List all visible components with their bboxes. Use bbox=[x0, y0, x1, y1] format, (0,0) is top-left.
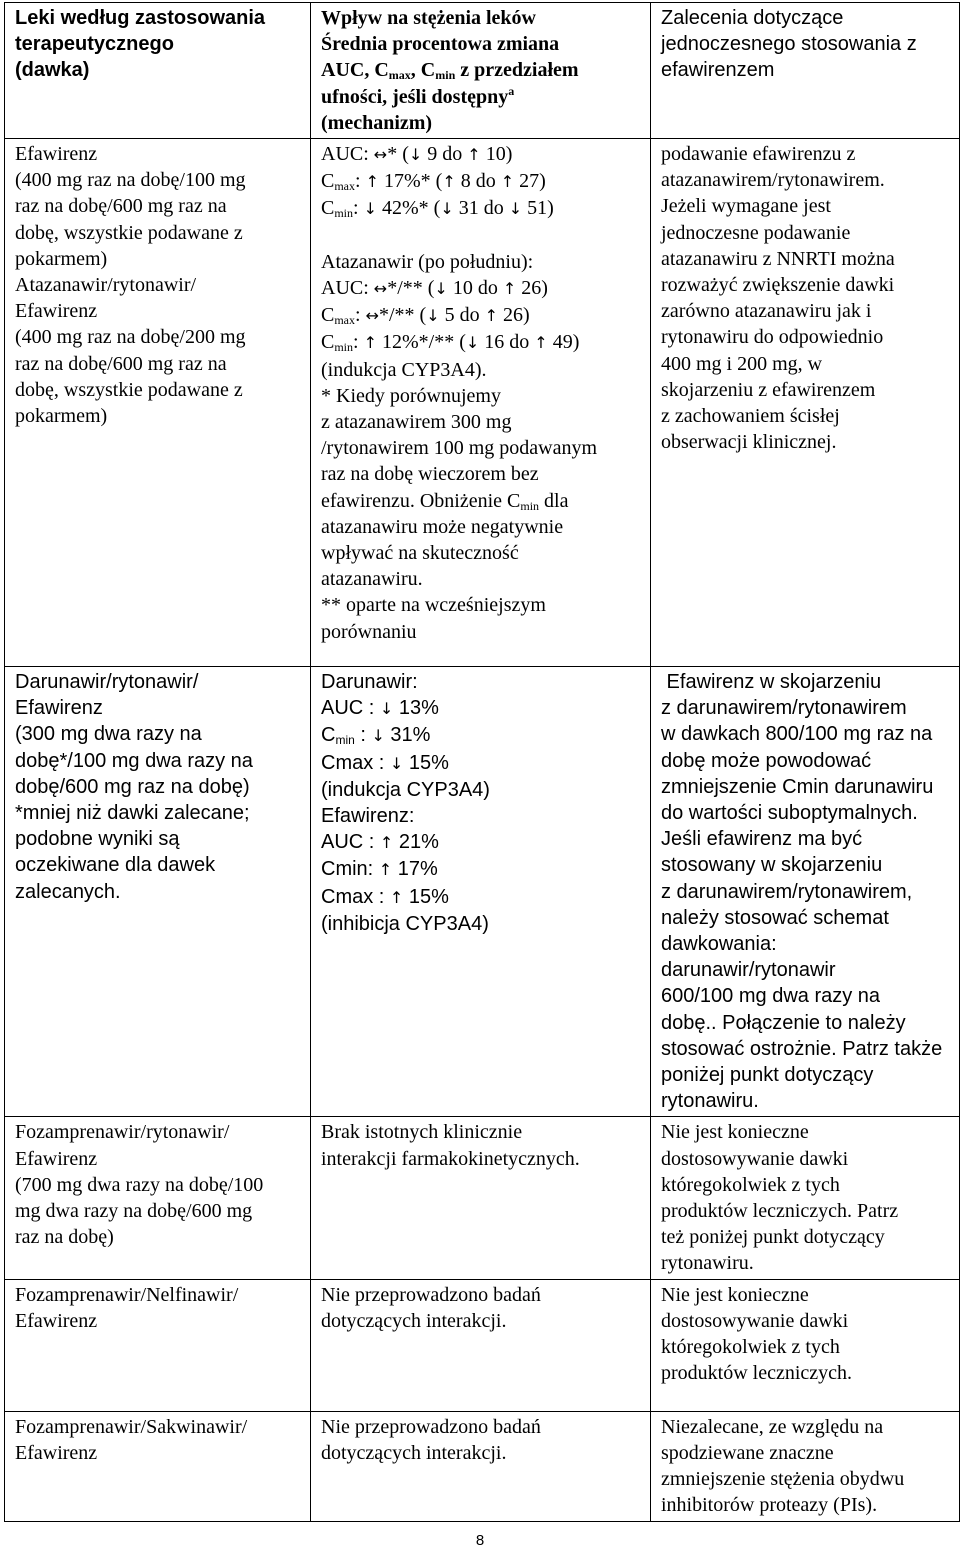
effect-text: C bbox=[321, 304, 335, 327]
text-line: podawanie efawirenzu z bbox=[661, 143, 856, 166]
effect-text: * ( bbox=[387, 143, 409, 166]
text-line: Efawirenz bbox=[15, 1309, 98, 1332]
header-text: , C bbox=[410, 59, 436, 82]
text-line: ** oparte na wcześniejszym bbox=[321, 594, 546, 617]
text-line: *mniej niż dawki zalecane; bbox=[15, 802, 250, 825]
effect-text: AUC: bbox=[321, 143, 374, 166]
text-line: (400 mg raz na dobę/100 mg bbox=[15, 169, 246, 192]
header-sub: min bbox=[435, 68, 456, 83]
header-rec-line: efawirenzem bbox=[661, 59, 775, 82]
effect-text: dla bbox=[539, 489, 569, 512]
text-line: dobę, wszystkie podawane z bbox=[15, 378, 243, 401]
text-line: inhibitorów proteazy (PIs). bbox=[661, 1494, 878, 1517]
effect-text: */** ( bbox=[387, 277, 435, 300]
text-line: pokarmem) bbox=[15, 405, 108, 428]
text-line: dostosowywanie dawki bbox=[661, 1147, 849, 1170]
effect-text: 27) bbox=[514, 170, 546, 193]
effect-sub: max bbox=[334, 179, 356, 194]
text-line: Efawirenz bbox=[15, 143, 98, 166]
text-line: raz na dobę/600 mg raz na bbox=[15, 352, 227, 375]
text-line: stosować ostrożnie. Patrz także bbox=[661, 1037, 943, 1060]
header-drugs-line: Leki według zastosowania bbox=[15, 7, 266, 29]
text-line: atazanawirem/rytonawirem. bbox=[661, 169, 885, 192]
header-effects-line: (mechanizm) bbox=[321, 111, 433, 134]
text-line: któregokolwiek z tych bbox=[661, 1173, 840, 1196]
cell-recommendation bbox=[651, 1411, 960, 1521]
effect-line bbox=[321, 302, 640, 329]
text-line: pokarmem) bbox=[15, 247, 108, 270]
effect-text: 21% bbox=[393, 831, 439, 854]
effect-line bbox=[321, 329, 640, 356]
effect-sub: min bbox=[334, 340, 354, 355]
text-line: oczekiwane dla dawek bbox=[15, 854, 216, 877]
header-recommendation bbox=[651, 3, 960, 139]
effect-text: 15% bbox=[403, 885, 449, 908]
up-arrow-icon: ↑ bbox=[484, 306, 499, 326]
text-line: rytonawiru. bbox=[661, 1252, 754, 1275]
text-line: Nie jest konieczne bbox=[661, 1121, 809, 1144]
text-line: Fozamprenawir/Nelfinawir/ bbox=[15, 1283, 239, 1306]
table-row bbox=[5, 1411, 960, 1521]
cell-effects bbox=[311, 1117, 651, 1279]
cell-effects bbox=[311, 1411, 651, 1521]
text-line: (indukcja CYP3A4) bbox=[321, 778, 490, 801]
effect-text: 31% bbox=[384, 724, 431, 747]
cell-drugs bbox=[5, 1411, 311, 1521]
text-line: dawkowania: bbox=[661, 933, 777, 956]
effect-text: C bbox=[321, 331, 335, 354]
text-line: 400 mg i 200 mg, w bbox=[661, 352, 823, 375]
effect-text: 26) bbox=[516, 277, 548, 300]
up-arrow-icon: ↑ bbox=[502, 279, 517, 299]
effect-line bbox=[321, 829, 640, 856]
text-line: Jeśli efawirenz ma być bbox=[661, 828, 863, 851]
up-arrow-icon: ↑ bbox=[442, 172, 456, 192]
effect-text: : bbox=[354, 724, 372, 747]
effect-text: Cmin: bbox=[321, 858, 379, 881]
effect-text: 31 do bbox=[453, 197, 509, 220]
table-row bbox=[5, 1117, 960, 1279]
effect-text: AUC : bbox=[321, 697, 380, 720]
header-drugs-line: (dawka) bbox=[15, 59, 90, 82]
text-line: z zachowaniem ścisłej bbox=[661, 405, 840, 428]
text-line: skojarzeniu z efawirenzem bbox=[661, 378, 876, 401]
text-line: z darunawirem/rytonawirem, bbox=[661, 880, 913, 903]
bidirectional-arrow-icon: ↔ bbox=[373, 145, 388, 165]
effect-text: 13% bbox=[393, 697, 439, 720]
text-line: (700 mg dwa razy na dobę/100 bbox=[15, 1173, 264, 1196]
effect-text: 17% bbox=[392, 858, 438, 881]
effect-text: : bbox=[355, 170, 366, 193]
text-line: rytonawiru. bbox=[661, 1090, 759, 1113]
effect-sub: min bbox=[334, 206, 354, 221]
text-line: dostosowywanie dawki bbox=[661, 1309, 849, 1332]
header-effects bbox=[311, 3, 651, 139]
text-line: z atazanawirem 300 mg bbox=[321, 411, 512, 434]
spacer bbox=[321, 223, 640, 249]
effect-text: Cmax : bbox=[321, 751, 390, 774]
effect-heading: Atazanawir (po południu): bbox=[321, 250, 534, 273]
header-effects-line bbox=[321, 57, 640, 83]
table-header-row bbox=[5, 3, 960, 139]
text-line: Fozamprenawir/rytonawir/ bbox=[15, 1121, 230, 1144]
text-line: Nie jest konieczne bbox=[661, 1283, 809, 1306]
down-arrow-icon: ↓ bbox=[440, 199, 454, 219]
text-line: atazanawiru może negatywnie bbox=[321, 515, 564, 538]
text-line: Brak istotnych klinicznie bbox=[321, 1121, 523, 1144]
effect-sub: min bbox=[520, 498, 540, 513]
effect-line bbox=[321, 141, 640, 168]
effect-line bbox=[321, 856, 640, 883]
cell-effects bbox=[311, 667, 651, 1117]
up-arrow-icon: ↑ bbox=[389, 887, 404, 907]
effect-text: 10) bbox=[480, 143, 513, 166]
text-line: atazanawiru. bbox=[321, 568, 423, 591]
text-line: porównaniu bbox=[321, 620, 417, 643]
text-line: Jeżeli wymagane jest bbox=[661, 195, 831, 218]
text-line: dotyczących interakcji. bbox=[321, 1309, 507, 1332]
text-line: Nie przeprowadzono badań bbox=[321, 1415, 541, 1438]
cell-drugs bbox=[5, 667, 311, 1117]
header-effects-line: Wpływ na stężenia leków bbox=[321, 7, 536, 29]
cell-effects bbox=[311, 1279, 651, 1411]
text-line: jednoczesne podawanie bbox=[661, 221, 851, 244]
text-line: Darunawir/rytonawir/ bbox=[15, 671, 199, 694]
cell-recommendation bbox=[651, 139, 960, 667]
text-line: dobę.. Połączenie to należy bbox=[661, 1011, 906, 1034]
effect-text: : bbox=[353, 331, 364, 354]
text-line: Efawirenz: bbox=[321, 805, 415, 828]
up-arrow-icon: ↑ bbox=[379, 833, 394, 853]
text-line: Nie przeprowadzono badań bbox=[321, 1283, 541, 1306]
up-arrow-icon: ↑ bbox=[500, 172, 515, 192]
header-text: ufności, jeśli dostępny bbox=[321, 85, 509, 108]
effect-text: : bbox=[355, 304, 366, 327]
text-line: z darunawirem/rytonawirem bbox=[661, 697, 907, 720]
text-line: rytonawiru do odpowiednio bbox=[661, 326, 884, 349]
down-arrow-icon: ↓ bbox=[389, 753, 404, 773]
text-line: /rytonawirem 100 mg podawanym bbox=[321, 437, 598, 460]
text-line: Fozamprenawir/Sakwinawir/ bbox=[15, 1415, 248, 1438]
text-line bbox=[321, 488, 640, 514]
cell-drugs bbox=[5, 139, 311, 667]
header-rec-line: Zalecenia dotyczące bbox=[661, 7, 844, 29]
text-line: mg dwa razy na dobę/600 mg bbox=[15, 1200, 253, 1223]
header-effects-line: Średnia procentowa zmiana bbox=[321, 33, 560, 56]
effect-text: 16 do bbox=[479, 331, 535, 354]
text-line: dobę, wszystkie podawane z bbox=[15, 221, 243, 244]
text-line: obserwacji klinicznej. bbox=[661, 431, 837, 454]
effect-sub: max bbox=[334, 313, 356, 328]
cell-drugs bbox=[5, 1279, 311, 1411]
text-line: produktów leczniczych. Patrz bbox=[661, 1200, 899, 1223]
effect-text: 26) bbox=[498, 304, 530, 327]
effect-text: 10 do bbox=[447, 277, 503, 300]
text-line: stosowany w skojarzeniu bbox=[661, 854, 883, 877]
effect-line bbox=[321, 275, 640, 302]
effect-text: 51) bbox=[522, 197, 554, 220]
effect-text: C bbox=[321, 724, 336, 747]
effect-text: 12%*/** ( bbox=[376, 331, 466, 354]
header-effects-line bbox=[321, 84, 640, 110]
header-text: z przedziałem bbox=[455, 59, 579, 82]
effect-line bbox=[321, 884, 640, 911]
text-line: darunawir/rytonawir bbox=[661, 959, 836, 982]
effect-text: efawirenzu. Obniżenie C bbox=[321, 489, 521, 512]
drug-interaction-table bbox=[4, 2, 960, 1522]
text-line: poniżej punkt dotyczący bbox=[661, 1064, 874, 1087]
text-line: dobę*/100 mg dwa razy na bbox=[15, 749, 253, 772]
text-line: raz na dobę) bbox=[15, 1226, 114, 1249]
text-line: do wartości suboptymalnych. bbox=[661, 802, 918, 825]
text-line: raz na dobę wieczorem bez bbox=[321, 463, 539, 486]
effect-line bbox=[321, 722, 640, 749]
up-arrow-icon: ↑ bbox=[534, 333, 548, 353]
text-line: Atazanawir/rytonawir/ bbox=[15, 274, 197, 297]
header-text: AUC, C bbox=[321, 59, 389, 82]
text-line: produktów leczniczych. bbox=[661, 1362, 853, 1385]
text-line: interakcji farmakokinetycznych. bbox=[321, 1147, 580, 1170]
table-row bbox=[5, 1279, 960, 1411]
text-line: w dawkach 800/100 mg raz na bbox=[661, 723, 933, 746]
text-line: dobę/600 mg raz na dobę) bbox=[15, 775, 250, 798]
cell-recommendation bbox=[651, 1279, 960, 1411]
text-line: Efawirenz w skojarzeniu bbox=[661, 671, 882, 694]
effect-text: 15% bbox=[403, 751, 449, 774]
footnote-marker: a bbox=[508, 83, 515, 98]
effect-text: 5 do bbox=[439, 304, 485, 327]
effect-line bbox=[321, 695, 640, 722]
text-line: Niezalecane, ze względu na bbox=[661, 1415, 884, 1438]
bidirectional-arrow-icon: ↔ bbox=[373, 279, 388, 299]
text-line: atazanawiru z NNRTI można bbox=[661, 247, 895, 270]
text-line: Efawirenz bbox=[15, 1441, 98, 1464]
text-line: spodziewane znaczne bbox=[661, 1441, 834, 1464]
effect-text: Cmax : bbox=[321, 885, 390, 908]
effect-text: 9 do bbox=[422, 143, 468, 166]
text-line: podobne wyniki są bbox=[15, 828, 180, 851]
header-drugs bbox=[5, 3, 311, 139]
header-rec-line: jednoczesnego stosowania z bbox=[661, 33, 917, 56]
text-line: należy stosować schemat bbox=[661, 906, 889, 929]
effect-line bbox=[321, 195, 640, 222]
up-arrow-icon: ↑ bbox=[365, 172, 379, 192]
text-line: któregokolwiek z tych bbox=[661, 1336, 840, 1359]
down-arrow-icon: ↓ bbox=[371, 726, 385, 746]
text-line: rozważyć zwiększenie dawki bbox=[661, 274, 895, 297]
text-line: Efawirenz bbox=[15, 300, 98, 323]
text-line: * Kiedy porównujemy bbox=[321, 384, 501, 407]
text-line: raz na dobę/600 mg raz na bbox=[15, 195, 227, 218]
effect-text: C bbox=[321, 170, 335, 193]
text-line: Efawirenz bbox=[15, 1147, 98, 1170]
header-sub: max bbox=[388, 68, 411, 83]
effect-line bbox=[321, 168, 640, 195]
text-line: dotyczących interakcji. bbox=[321, 1441, 507, 1464]
page-number: 8 bbox=[475, 1532, 485, 1549]
text-line: zarówno atazanawiru jak i bbox=[661, 300, 872, 323]
effect-text: 17%* ( bbox=[378, 170, 443, 193]
text-line: zalecanych. bbox=[15, 880, 121, 903]
cell-effects bbox=[311, 139, 651, 667]
bidirectional-arrow-icon: ↔ bbox=[365, 306, 379, 326]
text-line: (400 mg raz na dobę/200 mg bbox=[15, 326, 246, 349]
text-line: zmniejszenie stężenia obydwu bbox=[661, 1468, 905, 1491]
down-arrow-icon: ↓ bbox=[465, 333, 480, 353]
cell-recommendation bbox=[651, 667, 960, 1117]
effect-text: 49) bbox=[547, 331, 580, 354]
up-arrow-icon: ↑ bbox=[467, 145, 481, 165]
up-arrow-icon: ↑ bbox=[378, 860, 393, 880]
down-arrow-icon: ↓ bbox=[363, 199, 377, 219]
effect-text: 8 do bbox=[455, 170, 501, 193]
down-arrow-icon: ↓ bbox=[508, 199, 523, 219]
text-line: zmniejszenie Cmin darunawiru bbox=[661, 775, 934, 798]
down-arrow-icon: ↓ bbox=[426, 306, 440, 326]
text-line: (300 mg dwa razy na bbox=[15, 723, 202, 746]
table-row bbox=[5, 139, 960, 667]
effect-sub: min bbox=[335, 733, 355, 748]
effect-text: 42%* ( bbox=[376, 197, 441, 220]
table-row bbox=[5, 667, 960, 1117]
header-drugs-line: terapeutycznego bbox=[15, 33, 174, 56]
effect-line bbox=[321, 750, 640, 777]
effect-text: AUC : bbox=[321, 831, 380, 854]
up-arrow-icon: ↑ bbox=[363, 333, 377, 353]
effect-text: */** ( bbox=[378, 304, 427, 327]
effect-text: C bbox=[321, 197, 335, 220]
text-line: dobę może powodować bbox=[661, 749, 872, 772]
effect-text: AUC: bbox=[321, 277, 374, 300]
down-arrow-icon: ↓ bbox=[434, 279, 448, 299]
text-line: 600/100 mg dwa razy na bbox=[661, 985, 881, 1008]
down-arrow-icon: ↓ bbox=[408, 145, 423, 165]
text-line: Efawirenz bbox=[15, 697, 103, 720]
cell-drugs bbox=[5, 1117, 311, 1279]
down-arrow-icon: ↓ bbox=[379, 699, 394, 719]
effect-text: : bbox=[353, 197, 364, 220]
text-line: też poniżej punkt dotyczący bbox=[661, 1226, 885, 1249]
text-line: (inhibicja CYP3A4) bbox=[321, 912, 489, 935]
text-line: Darunawir: bbox=[321, 671, 418, 694]
cell-recommendation bbox=[651, 1117, 960, 1279]
text-line: wpływać na skuteczność bbox=[321, 542, 519, 565]
text-line: (indukcja CYP3A4). bbox=[321, 358, 487, 381]
